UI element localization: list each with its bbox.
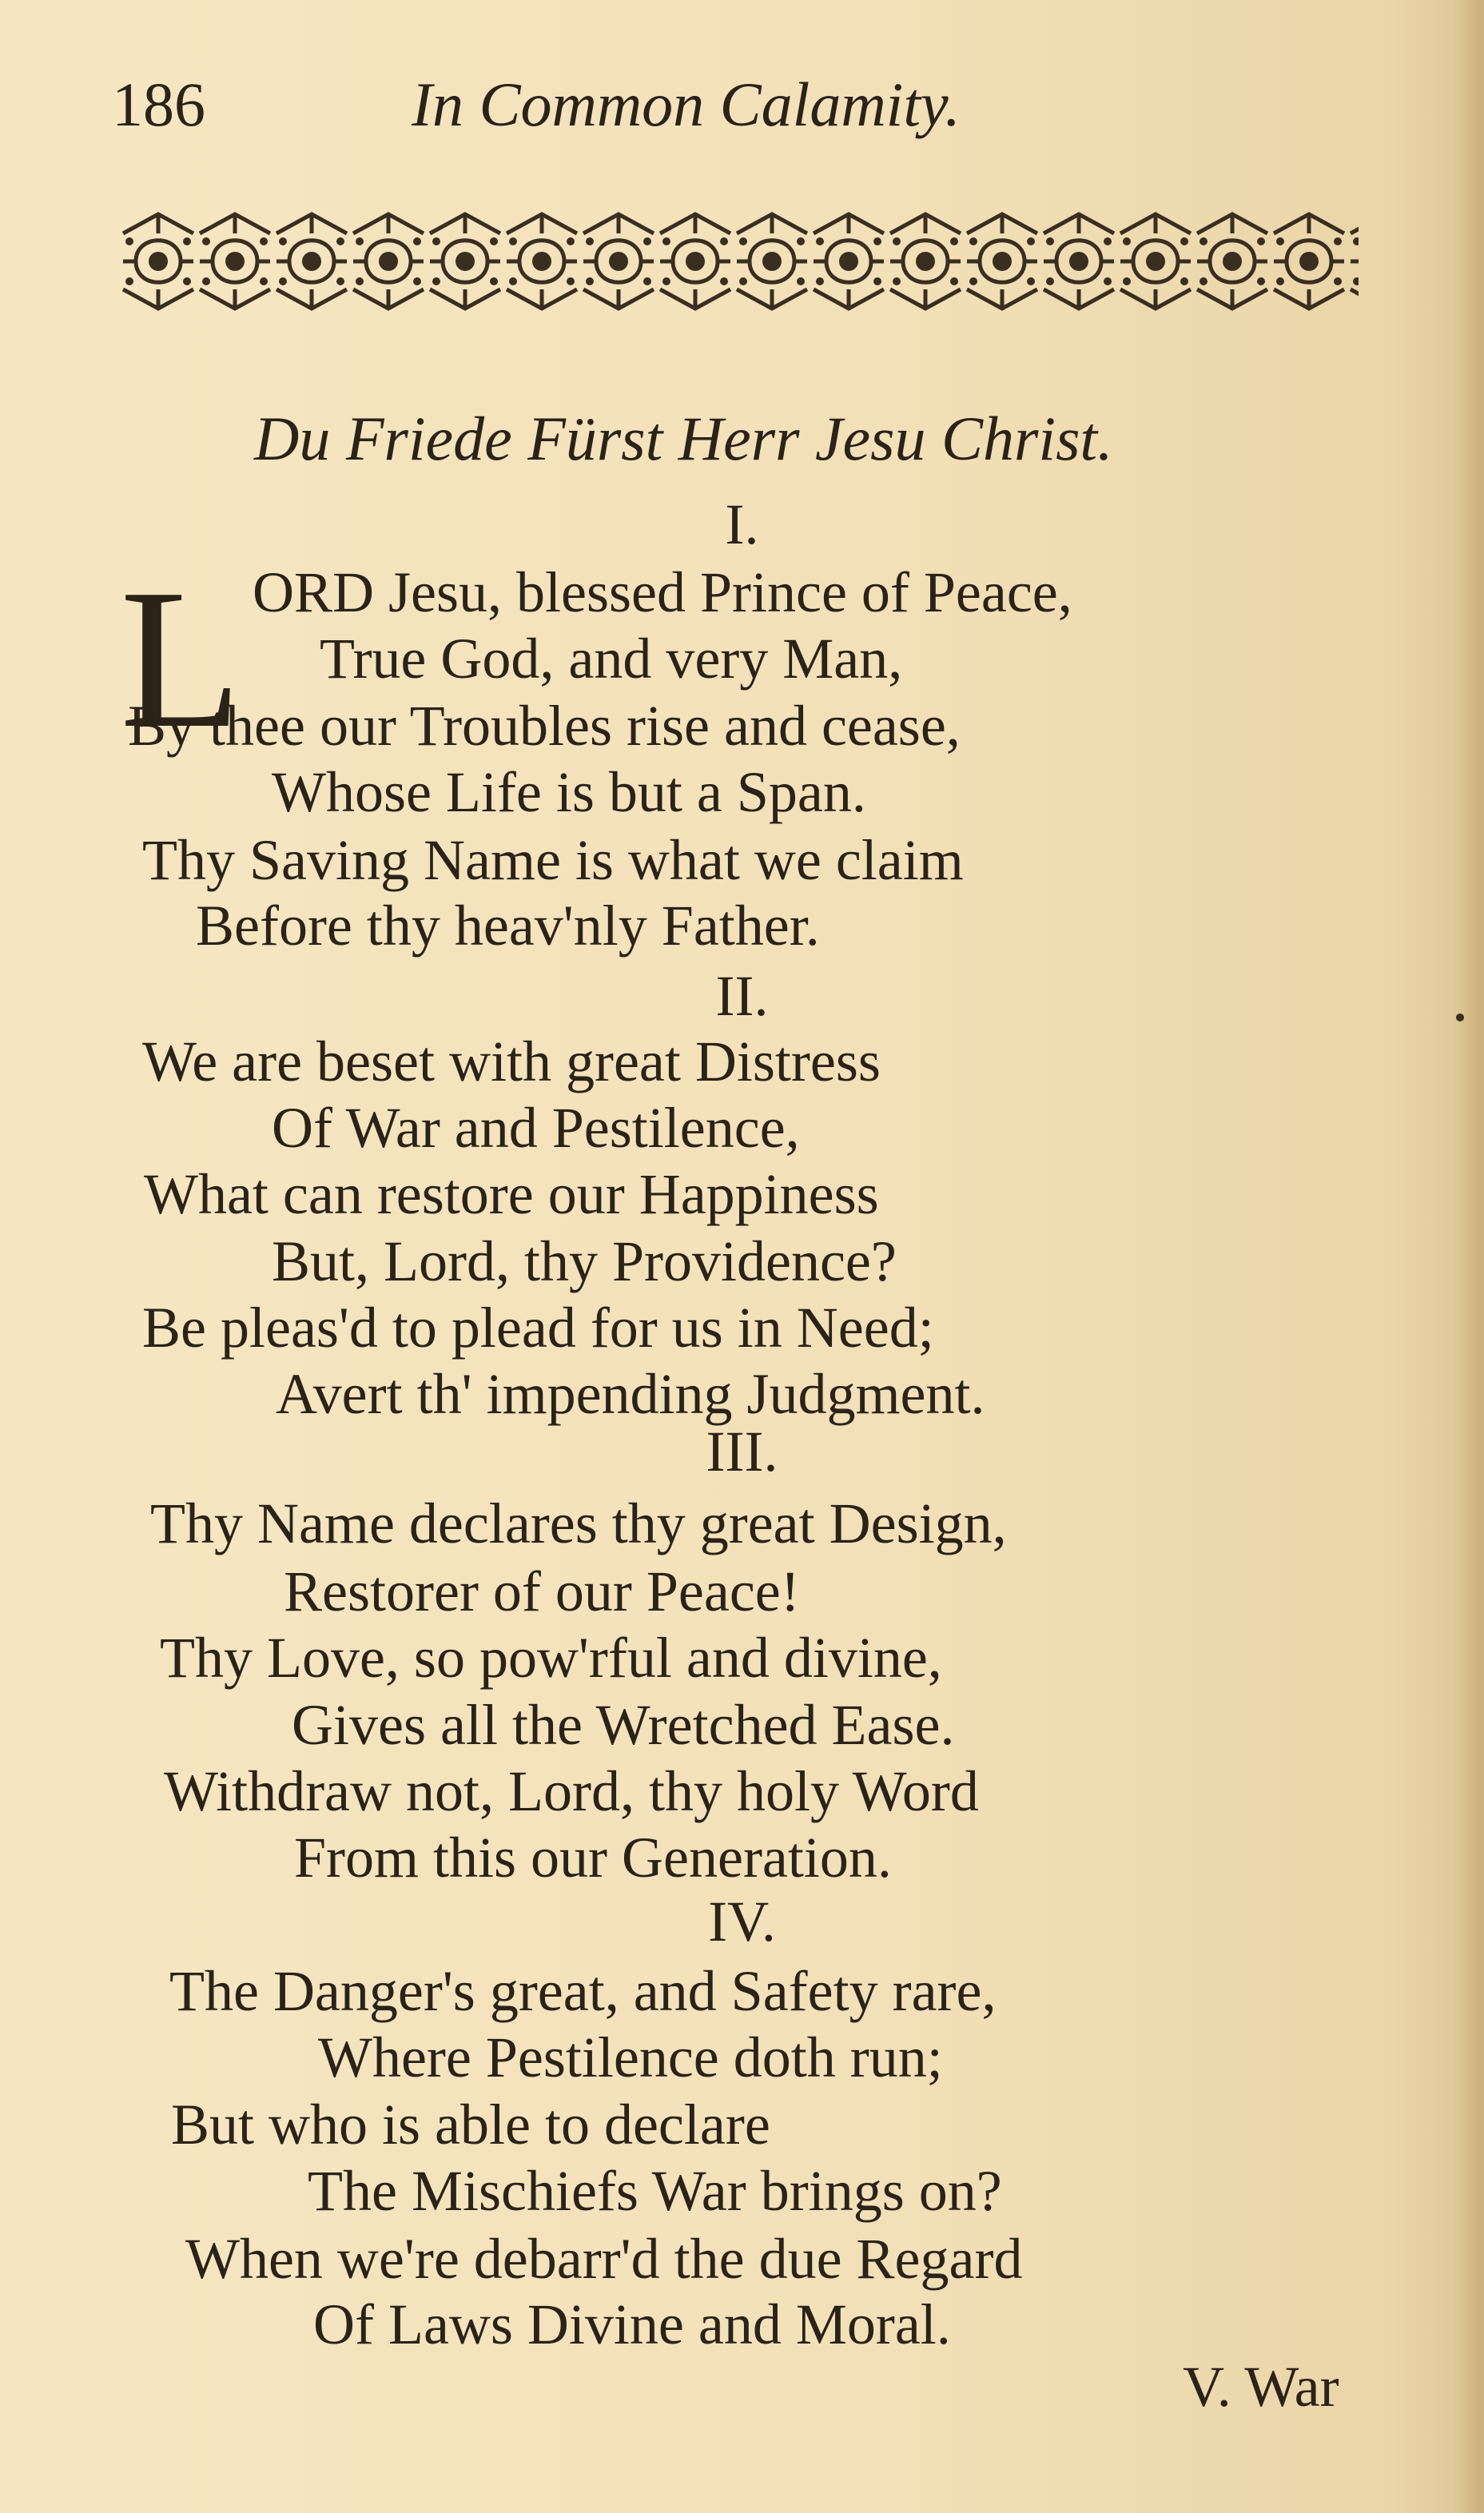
hymn-title: Du Friede Fürst Herr Jesu Christ. xyxy=(254,404,1113,473)
verse-line: Gives all the Wretched Ease. xyxy=(292,1693,955,1757)
stanza-1-numeral: I. xyxy=(725,492,759,556)
verse-line: The Danger's great, and Safety rare, xyxy=(169,1959,997,2023)
verse-line: When we're debarr'd the due Regard xyxy=(185,2227,1023,2291)
verse-line: Of War and Pestilence, xyxy=(272,1096,800,1160)
verse-line: From this our Generation. xyxy=(294,1826,892,1890)
verse-line: Where Pestilence doth run; xyxy=(318,2025,943,2089)
verse-line: Avert th' impending Judgment. xyxy=(276,1362,985,1426)
verse-line: Thy Saving Name is what we claim xyxy=(142,828,964,892)
ornamental-border xyxy=(120,209,1359,313)
stanza-3-numeral: III. xyxy=(706,1420,778,1484)
verse-line: True God, and very Man, xyxy=(320,627,903,691)
running-title: In Common Calamity. xyxy=(412,70,961,139)
verse-line: Be pleas'd to plead for us in Need; xyxy=(142,1296,934,1360)
verse-line: The Mischiefs War brings on? xyxy=(308,2159,1002,2223)
page-edge-shadow xyxy=(1452,0,1484,2513)
stanza-4-numeral: IV. xyxy=(708,1890,776,1953)
verse-line: Withdraw not, Lord, thy holy Word xyxy=(164,1759,979,1823)
catchword: V. War xyxy=(1183,2355,1339,2419)
verse-line: But who is able to declare xyxy=(171,2093,770,2157)
verse-line: Before thy heav'nly Father. xyxy=(196,894,820,958)
verse-line: Whose Life is but a Span. xyxy=(272,760,866,824)
verse-line: Thy Love, so pow'rful and divine, xyxy=(160,1626,942,1690)
verse-line: Thy Name declares thy great Design, xyxy=(150,1491,1007,1555)
verse-line: ORD Jesu, blessed Prince of Peace, xyxy=(253,560,1072,624)
verse-line: But, Lord, thy Providence? xyxy=(272,1229,897,1293)
verse-line: By thee our Troubles rise and cease, xyxy=(128,694,961,758)
drop-cap: L xyxy=(120,548,242,770)
page-number: 186 xyxy=(112,70,205,139)
verse-line: Of Laws Divine and Moral. xyxy=(313,2292,951,2356)
stanza-2-numeral: II. xyxy=(715,964,769,1028)
verse-line: We are beset with great Distress xyxy=(142,1029,881,1093)
verse-line: What can restore our Happiness xyxy=(144,1162,879,1226)
ink-speck xyxy=(1456,1014,1464,1022)
verse-line: Restorer of our Peace! xyxy=(284,1559,800,1623)
